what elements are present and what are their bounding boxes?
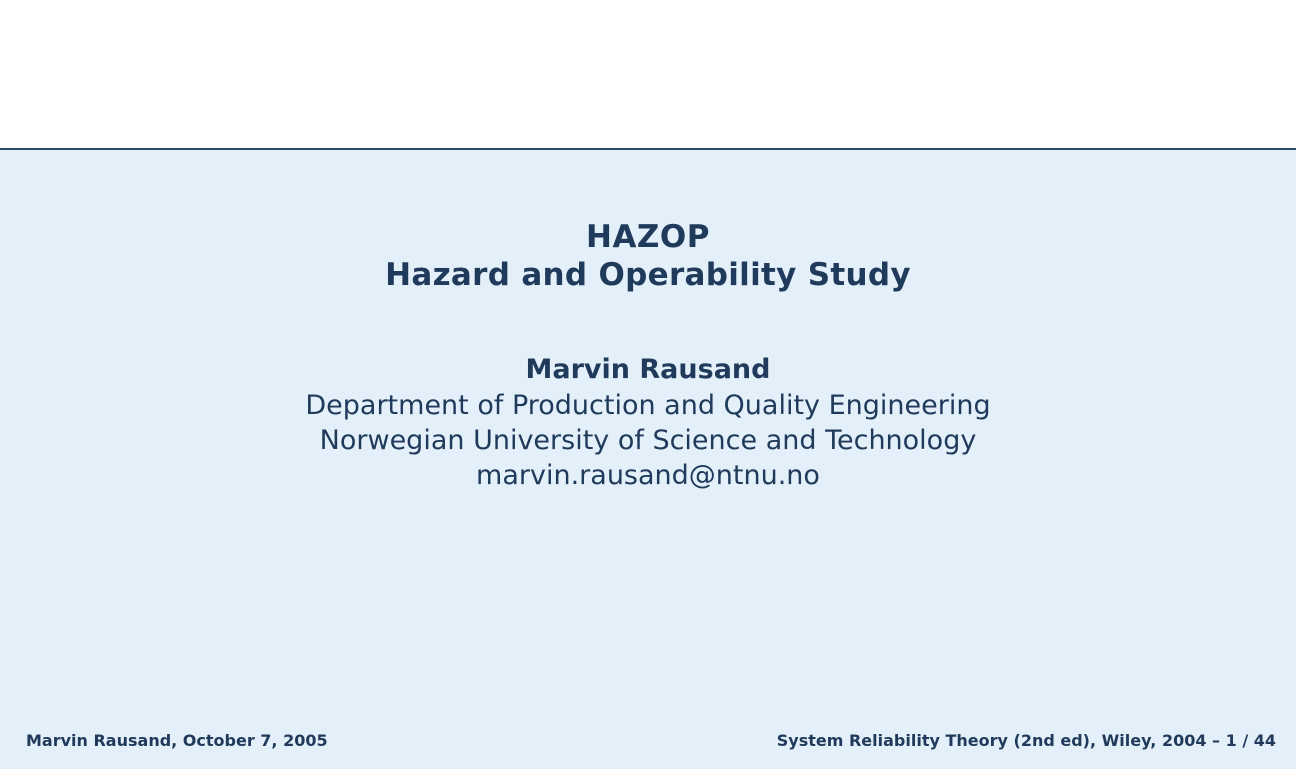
author-department: Department of Production and Quality Engineering [305, 390, 991, 421]
author-block [0, 352, 1296, 493]
author-name: Marvin Rausand [525, 354, 771, 385]
title-block [0, 218, 1296, 294]
slide-header-band [0, 0, 1296, 148]
footer-author-date: Marvin Rausand, October 7, 2005 [26, 731, 328, 750]
author-university: Norwegian University of Science and Technology [319, 425, 977, 456]
slide-title: HAZOP [586, 219, 710, 255]
footer-book-page: System Reliability Theory (2nd ed), Wiley, 2004 – 1 / 44 [776, 731, 1276, 750]
author-email: marvin.rausand@ntnu.no [476, 460, 820, 491]
slide-subtitle: Hazard and Operability Study [385, 257, 911, 293]
